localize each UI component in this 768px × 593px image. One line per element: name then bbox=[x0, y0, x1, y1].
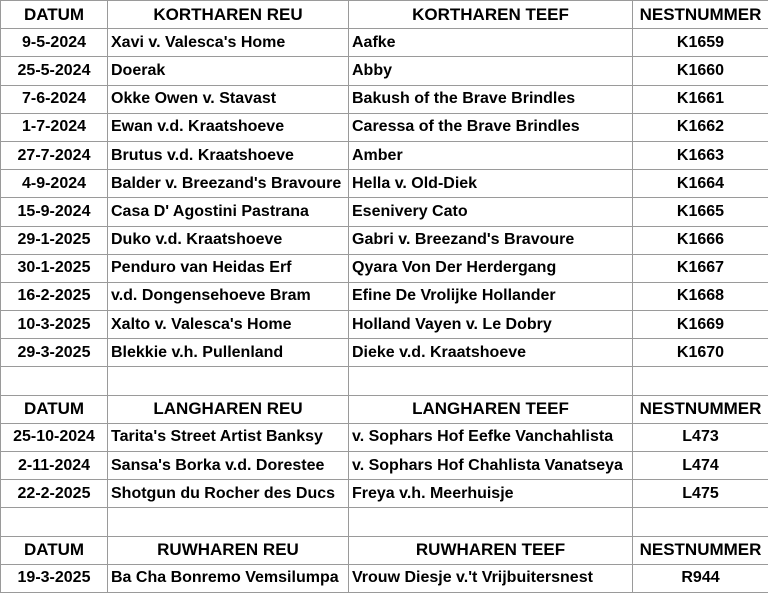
table-row bbox=[1, 282, 768, 310]
date-cell: 27-7-2024 bbox=[1, 141, 108, 169]
male-cell: Xalto v. Valesca's Home bbox=[108, 311, 349, 339]
date-cell: 1-7-2024 bbox=[1, 113, 108, 141]
male-cell: Penduro van Heidas Erf bbox=[108, 254, 349, 282]
litter-number-cell: K1666 bbox=[633, 226, 768, 254]
male-cell: Balder v. Breezand's Bravoure bbox=[108, 170, 349, 198]
female-cell: v. Sophars Hof Eefke Vanchahlista bbox=[349, 423, 633, 451]
male-cell: Ba Cha Bonremo Vemsilumpa bbox=[108, 564, 349, 592]
litter-number-cell: K1661 bbox=[633, 85, 768, 113]
empty-cell bbox=[633, 508, 768, 536]
male-cell: Brutus v.d. Kraatshoeve bbox=[108, 141, 349, 169]
litter-number-cell: K1668 bbox=[633, 282, 768, 310]
male-cell: v.d. Dongensehoeve Bram bbox=[108, 282, 349, 310]
female-cell: Freya v.h. Meerhuisje bbox=[349, 480, 633, 508]
litter-number-cell: L474 bbox=[633, 452, 768, 480]
litter-number-cell: K1664 bbox=[633, 170, 768, 198]
spacer-row bbox=[1, 508, 768, 536]
column-header-male: LANGHAREN REU bbox=[108, 395, 349, 423]
date-cell: 16-2-2025 bbox=[1, 282, 108, 310]
table-row bbox=[1, 564, 768, 592]
column-header-female: RUWHAREN TEEF bbox=[349, 536, 633, 564]
table-row bbox=[1, 226, 768, 254]
date-cell: 25-5-2024 bbox=[1, 57, 108, 85]
table-row bbox=[1, 452, 768, 480]
table-row bbox=[1, 141, 768, 169]
date-cell: 15-9-2024 bbox=[1, 198, 108, 226]
empty-cell bbox=[1, 367, 108, 395]
female-cell: Efine De Vrolijke Hollander bbox=[349, 282, 633, 310]
table-row bbox=[1, 423, 768, 451]
female-cell: Caressa of the Brave Brindles bbox=[349, 113, 633, 141]
date-cell: 30-1-2025 bbox=[1, 254, 108, 282]
spacer-row bbox=[1, 367, 768, 395]
header-row bbox=[1, 536, 768, 564]
litter-number-cell: K1669 bbox=[633, 311, 768, 339]
column-header-date: DATUM bbox=[1, 1, 108, 29]
litter-number-cell: K1665 bbox=[633, 198, 768, 226]
empty-cell bbox=[349, 508, 633, 536]
table-row bbox=[1, 311, 768, 339]
date-cell: 25-10-2024 bbox=[1, 423, 108, 451]
male-cell: Casa D' Agostini Pastrana bbox=[108, 198, 349, 226]
female-cell: Aafke bbox=[349, 29, 633, 57]
litter-number-cell: K1670 bbox=[633, 339, 768, 367]
litter-number-cell: L475 bbox=[633, 480, 768, 508]
litter-number-cell: K1663 bbox=[633, 141, 768, 169]
male-cell: Tarita's Street Artist Banksy bbox=[108, 423, 349, 451]
female-cell: Abby bbox=[349, 57, 633, 85]
empty-cell bbox=[1, 508, 108, 536]
litter-number-cell: K1667 bbox=[633, 254, 768, 282]
litter-number-cell: K1660 bbox=[633, 57, 768, 85]
date-cell: 29-1-2025 bbox=[1, 226, 108, 254]
table-row bbox=[1, 480, 768, 508]
date-cell: 22-2-2025 bbox=[1, 480, 108, 508]
male-cell: Blekkie v.h. Pullenland bbox=[108, 339, 349, 367]
date-cell: 29-3-2025 bbox=[1, 339, 108, 367]
female-cell: v. Sophars Hof Chahlista Vanatseya bbox=[349, 452, 633, 480]
empty-cell bbox=[108, 367, 349, 395]
table-row bbox=[1, 29, 768, 57]
column-header-date: DATUM bbox=[1, 536, 108, 564]
column-header-litter-number: NESTNUMMER bbox=[633, 1, 768, 29]
header-row bbox=[1, 395, 768, 423]
column-header-litter-number: NESTNUMMER bbox=[633, 395, 768, 423]
empty-cell bbox=[108, 508, 349, 536]
female-cell: Holland Vayen v. Le Dobry bbox=[349, 311, 633, 339]
table-body bbox=[1, 1, 768, 593]
table-row bbox=[1, 254, 768, 282]
table-row bbox=[1, 198, 768, 226]
date-cell: 10-3-2025 bbox=[1, 311, 108, 339]
male-cell: Duko v.d. Kraatshoeve bbox=[108, 226, 349, 254]
table-row bbox=[1, 85, 768, 113]
male-cell: Okke Owen v. Stavast bbox=[108, 85, 349, 113]
male-cell: Xavi v. Valesca's Home bbox=[108, 29, 349, 57]
female-cell: Bakush of the Brave Brindles bbox=[349, 85, 633, 113]
litter-number-cell: R944 bbox=[633, 564, 768, 592]
table-row bbox=[1, 57, 768, 85]
male-cell: Sansa's Borka v.d. Dorestee bbox=[108, 452, 349, 480]
female-cell: Gabri v. Breezand's Bravoure bbox=[349, 226, 633, 254]
empty-cell bbox=[349, 367, 633, 395]
header-row bbox=[1, 1, 768, 29]
empty-cell bbox=[633, 367, 768, 395]
table-row bbox=[1, 113, 768, 141]
date-cell: 7-6-2024 bbox=[1, 85, 108, 113]
male-cell: Doerak bbox=[108, 57, 349, 85]
female-cell: Dieke v.d. Kraatshoeve bbox=[349, 339, 633, 367]
female-cell: Qyara Von Der Herdergang bbox=[349, 254, 633, 282]
male-cell: Ewan v.d. Kraatshoeve bbox=[108, 113, 349, 141]
column-header-male: RUWHAREN REU bbox=[108, 536, 349, 564]
female-cell: Amber bbox=[349, 141, 633, 169]
date-cell: 4-9-2024 bbox=[1, 170, 108, 198]
female-cell: Esenivery Cato bbox=[349, 198, 633, 226]
date-cell: 2-11-2024 bbox=[1, 452, 108, 480]
table-row bbox=[1, 170, 768, 198]
table-row bbox=[1, 339, 768, 367]
column-header-male: KORTHAREN REU bbox=[108, 1, 349, 29]
date-cell: 9-5-2024 bbox=[1, 29, 108, 57]
litter-number-cell: L473 bbox=[633, 423, 768, 451]
female-cell: Vrouw Diesje v.'t Vrijbuitersnest bbox=[349, 564, 633, 592]
column-header-female: LANGHAREN TEEF bbox=[349, 395, 633, 423]
male-cell: Shotgun du Rocher des Ducs bbox=[108, 480, 349, 508]
column-header-litter-number: NESTNUMMER bbox=[633, 536, 768, 564]
column-header-female: KORTHAREN TEEF bbox=[349, 1, 633, 29]
litter-number-cell: K1662 bbox=[633, 113, 768, 141]
litter-number-cell: K1659 bbox=[633, 29, 768, 57]
female-cell: Hella v. Old-Diek bbox=[349, 170, 633, 198]
column-header-date: DATUM bbox=[1, 395, 108, 423]
date-cell: 19-3-2025 bbox=[1, 564, 108, 592]
